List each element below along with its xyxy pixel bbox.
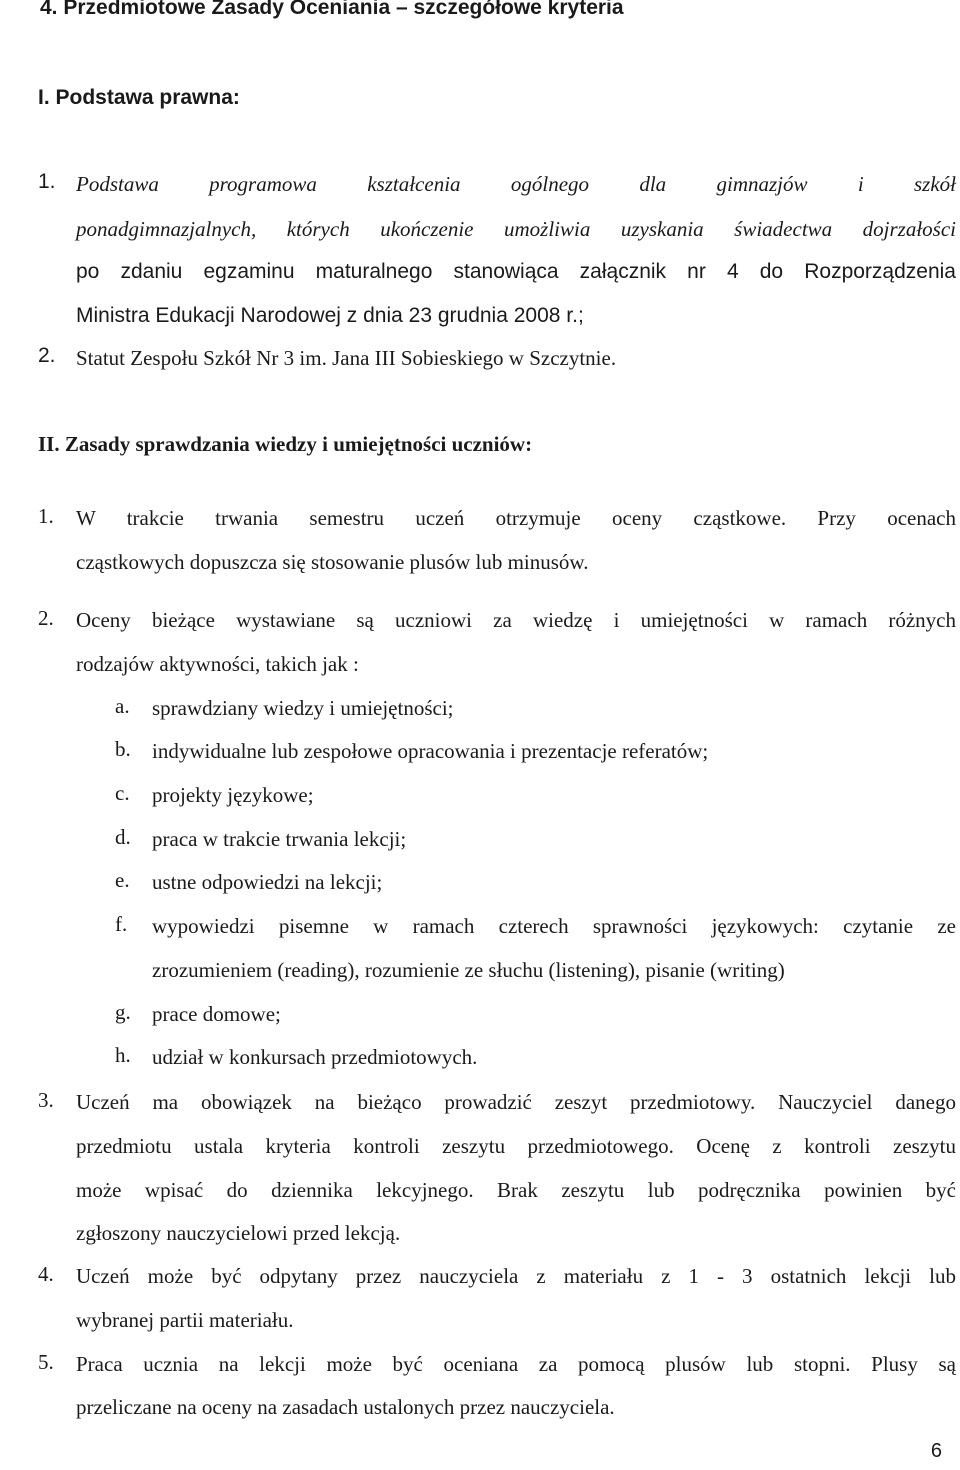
sub-e-letter: e. xyxy=(115,868,130,892)
s1-item2-number: 2. xyxy=(38,344,56,367)
s2-item3-line2: przedmiotu ustala kryteria kontroli zeszytu przedmiotowego. Ocenę z kontroli zeszytu xyxy=(76,1134,956,1158)
s2-item4-line1: Uczeń może być odpytany przez nauczyciela z materiału z 1 - 3 ostatnich lekcji lub xyxy=(76,1264,956,1288)
sub-c-letter: c. xyxy=(115,781,130,805)
main-heading: 4. Przedmiotowe Zasady Oceniania – szczegółowe kryteria xyxy=(40,0,624,19)
s2-item2-line1: Oceny bieżące wystawiane są uczniowi za wiedzę i umiejętności w ramach różnych xyxy=(76,608,956,632)
s2-item1-number: 1. xyxy=(38,504,54,528)
s1-item1-line3: po zdaniu egzaminu maturalnego stanowiąca załącznik nr 4 do Rozporządzenia xyxy=(76,260,956,283)
sub-f-text-line1: wypowiedzi pisemne w ramach czterech sprawności językowych: czytanie ze xyxy=(152,914,956,938)
s2-item3-line4: zgłoszony nauczycielowi przed lekcją. xyxy=(76,1221,401,1245)
sub-h-letter: h. xyxy=(115,1043,131,1067)
s2-item2-number: 2. xyxy=(38,606,54,630)
section-1-title: I. Podstawa prawna: xyxy=(38,86,240,109)
sub-b-text: indywidualne lub zespołowe opracowania i prezentacje referatów; xyxy=(152,739,709,763)
s2-item1-line1: W trakcie trwania semestru uczeń otrzymuje oceny cząstkowe. Przy ocenach xyxy=(76,506,956,530)
sub-g-letter: g. xyxy=(115,1000,131,1024)
s2-item4-number: 4. xyxy=(38,1262,54,1286)
sub-g-text: prace domowe; xyxy=(152,1002,281,1026)
sub-e-text: ustne odpowiedzi na lekcji; xyxy=(152,870,383,894)
s1-item1-line1: Podstawa programowa kształcenia ogólnego dla gimnazjów i szkół xyxy=(76,172,956,196)
s2-item2-line2: rodzajów aktywności, takich jak : xyxy=(76,652,359,676)
sub-f-letter: f. xyxy=(115,912,128,936)
sub-b-letter: b. xyxy=(115,737,131,761)
sub-d-text: praca w trakcie trwania lekcji; xyxy=(152,827,407,851)
sub-d-letter: d. xyxy=(115,825,131,849)
sub-a-letter: a. xyxy=(115,694,130,718)
s2-item3-line3: może wpisać do dziennika lekcyjnego. Brak zeszytu lub podręcznika powinien być xyxy=(76,1178,956,1202)
s1-item1-line4: Ministra Edukacji Narodowej z dnia 23 grudnia 2008 r.; xyxy=(76,304,584,327)
s1-item1-line2: ponadgimnazjalnych, których ukończenie umożliwia uzyskania świadectwa dojrzałości xyxy=(76,217,956,241)
s2-item5-line1: Praca ucznia na lekcji może być oceniana za pomocą plusów lub stopni. Plusy są xyxy=(76,1352,956,1376)
s2-item4-line2: wybranej partii materiału. xyxy=(76,1308,294,1332)
sub-a-text: sprawdziany wiedzy i umiejętności; xyxy=(152,696,454,720)
s2-item3-line1: Uczeń ma obowiązek na bieżąco prowadzić zeszyt przedmiotowy. Nauczyciel danego xyxy=(76,1090,956,1114)
s2-item5-number: 5. xyxy=(38,1350,54,1374)
sub-f-text-line2: zrozumieniem (reading), rozumienie ze słuchu (listening), pisanie (writing) xyxy=(152,958,785,982)
s2-item3-number: 3. xyxy=(38,1088,54,1112)
sub-h-text: udział w konkursach przedmiotowych. xyxy=(152,1045,478,1069)
sub-c-text: projekty językowe; xyxy=(152,783,314,807)
s2-item1-line2: cząstkowych dopuszcza się stosowanie plusów lub minusów. xyxy=(76,550,589,574)
page-number: 6 xyxy=(930,1440,942,1462)
section-2-title: II. Zasady sprawdzania wiedzy i umiejętności uczniów: xyxy=(38,432,533,456)
s1-item1-number: 1. xyxy=(38,170,56,193)
s1-item2-text: Statut Zespołu Szkół Nr 3 im. Jana III Sobieskiego w Szczytnie. xyxy=(76,346,617,370)
s2-item5-line2: przeliczane na oceny na zasadach ustalonych przez nauczyciela. xyxy=(76,1395,615,1419)
